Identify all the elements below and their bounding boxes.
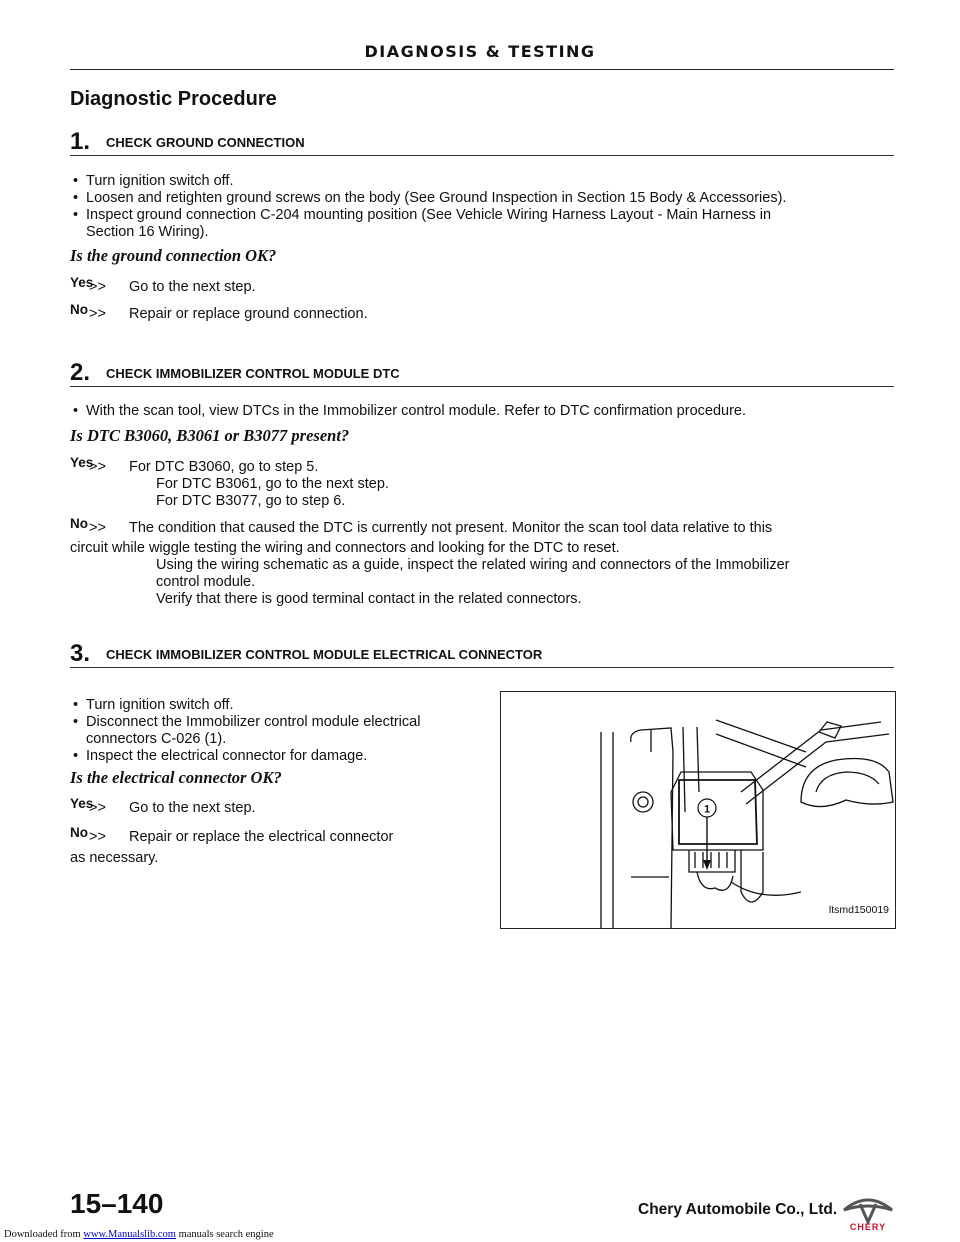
list-item: • With the scan tool, view DTCs in the Immobilizer control module. Refer to DTC confirmation procedure. — [73, 403, 746, 419]
yes-text: For DTC B3060, go to step 5. — [129, 459, 319, 475]
module-drawing — [501, 692, 895, 928]
arrow: >> — [89, 829, 106, 845]
chery-logo-icon — [838, 1192, 898, 1232]
connector-illustration — [500, 691, 896, 929]
arrow: >> — [89, 800, 106, 816]
step-1-bullets — [70, 173, 894, 241]
step-2-heading — [70, 360, 894, 387]
no-label: No — [70, 302, 88, 317]
step-2-question: Is DTC B3060, B3061 or B3077 present? — [70, 426, 350, 445]
step-3-bullets — [70, 697, 480, 765]
list-item: • Turn ignition switch off. — [73, 697, 234, 713]
manualslib-link[interactable]: www.Manualslib.com — [83, 1229, 176, 1240]
arrow: >> — [89, 279, 106, 295]
list-item: • Inspect ground connection C-204 mounting position (See Vehicle Wiring Harness Layout - Main Harness in — [73, 207, 772, 223]
step-title: CHECK IMMOBILIZER CONTROL MODULE DTC — [106, 366, 400, 381]
yes-label: Yes — [70, 455, 94, 470]
yes-text: Go to the next step. — [129, 279, 256, 295]
yes-label: Yes — [70, 275, 94, 290]
company-name: Chery Automobile Co., Ltd. — [638, 1201, 838, 1218]
download-notice — [4, 1229, 274, 1240]
step-3-heading — [70, 641, 894, 668]
arrow: >> — [89, 306, 106, 322]
no-label: No — [70, 825, 88, 840]
step-2-bullets — [70, 403, 894, 420]
list-item-continuation: connectors C-026 (1). — [86, 731, 227, 747]
step-number: 1. — [70, 128, 91, 155]
section-header: DIAGNOSIS & TESTING — [364, 42, 596, 61]
step-number: 2. — [70, 359, 91, 386]
no-text: Repair or replace ground connection. — [129, 306, 368, 322]
list-item: • Turn ignition switch off. — [73, 173, 234, 189]
list-item: • Inspect the electrical connector for damage. — [73, 748, 368, 764]
no-text: The condition that caused the DTC is currently not present. Monitor the scan tool data relative to this — [129, 520, 773, 536]
logo-text: CHERY — [849, 1222, 887, 1232]
no-text: as necessary. — [70, 850, 159, 866]
yes-text: For DTC B3061, go to the next step. — [156, 476, 389, 492]
no-label: No — [70, 516, 88, 531]
page-title: Diagnostic Procedure — [70, 88, 277, 110]
step-1-heading — [70, 129, 894, 156]
yes-label: Yes — [70, 796, 94, 811]
no-text: Verify that there is good terminal contact in the related connectors. — [156, 591, 582, 607]
download-suffix: manuals search engine — [178, 1229, 274, 1240]
list-item: • Disconnect the Immobilizer control module electrical — [73, 714, 421, 730]
header-divider — [70, 69, 894, 70]
download-prefix: Downloaded from — [4, 1229, 81, 1240]
step-3-question: Is the electrical connector OK? — [70, 768, 282, 787]
step-title: CHECK IMMOBILIZER CONTROL MODULE ELECTRICAL CONNECTOR — [106, 647, 543, 662]
step-1-question: Is the ground connection OK? — [70, 246, 277, 265]
arrow: >> — [89, 520, 106, 536]
step-title: CHECK GROUND CONNECTION — [106, 135, 305, 150]
no-text: control module. — [156, 574, 256, 590]
figure-caption: ltsmd150019 — [828, 904, 889, 916]
list-item: • Loosen and retighten ground screws on the body (See Ground Inspection in Section 15 Body & Accessories). — [73, 190, 787, 206]
step-number: 3. — [70, 640, 91, 667]
no-text: Repair or replace the electrical connector — [129, 829, 394, 845]
no-text: Using the wiring schematic as a guide, inspect the related wiring and connectors of the Immobilizer — [156, 557, 790, 573]
yes-text: For DTC B3077, go to step 6. — [156, 493, 346, 509]
arrow: >> — [89, 459, 106, 475]
list-item-continuation: Section 16 Wiring). — [86, 224, 209, 240]
callout-number: 1 — [703, 803, 711, 816]
page-number: 15–140 — [70, 1188, 164, 1219]
yes-text: Go to the next step. — [129, 800, 256, 816]
no-text: circuit while wiggle testing the wiring and connectors and looking for the DTC to reset. — [70, 540, 620, 556]
